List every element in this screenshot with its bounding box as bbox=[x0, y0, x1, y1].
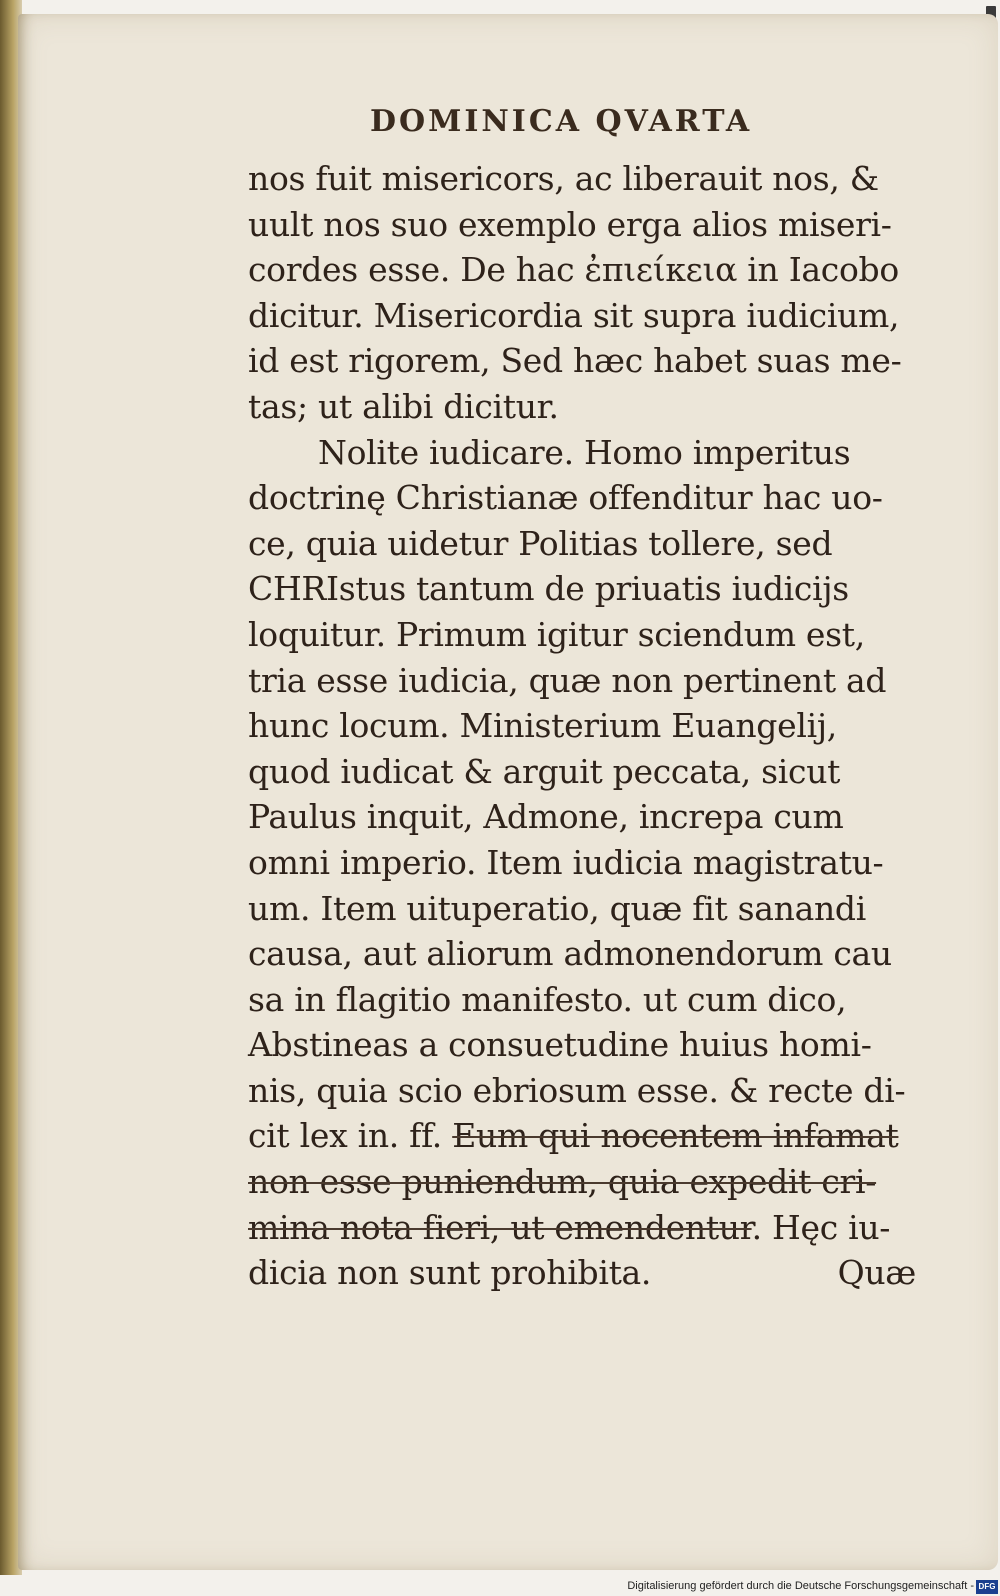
text-line-25-plain: dicia non sunt prohibita. bbox=[248, 1253, 652, 1293]
text-line-21: nis, quia scio ebriosum esse. & recte di- bbox=[248, 1070, 906, 1110]
text-line-17: um. Item uituperatio, quæ fit sanandi bbox=[248, 888, 866, 928]
text-line-7-paragraph-start: Nolite iudicare. Homo imperitus bbox=[318, 432, 851, 472]
text-line-11: loquitur. Primum igitur sciendum est, bbox=[248, 614, 865, 654]
text-line-25 bbox=[248, 1250, 938, 1296]
text-line-24 bbox=[248, 1205, 938, 1251]
text-line-14: quod iudicat & arguit peccata, sicut bbox=[248, 751, 841, 791]
text-line-8: doctrinę Christianæ offenditur hac uo- bbox=[248, 478, 883, 518]
text-line-24-plain: . Hęc iu- bbox=[751, 1207, 891, 1247]
text-line-23 bbox=[248, 1159, 938, 1205]
struck-through-text: Eum qui nocentem infamat bbox=[452, 1116, 899, 1156]
struck-through-text: mina nota fieri, ut emendentur bbox=[248, 1207, 752, 1247]
text-line-9: ce, quia uidetur Politias tollere, sed bbox=[248, 523, 833, 563]
text-line-22 bbox=[248, 1113, 938, 1159]
running-head: DOMINICA QVARTA bbox=[370, 104, 753, 139]
text-line-15: Paulus inquit, Admone, increpa cum bbox=[248, 797, 844, 837]
text-line-3: cordes esse. De hac ἐπιείκεια in Iacobo bbox=[248, 250, 899, 290]
text-line-4: dicitur. Misericordia sit supra iudicium, bbox=[248, 295, 900, 335]
text-line-12: tria esse iudicia, quæ non pertinent ad bbox=[248, 660, 887, 700]
dfg-logo: DFG bbox=[976, 1580, 998, 1594]
text-line-1: nos fuit misericors, ac liberauit nos, & bbox=[248, 159, 879, 198]
catchword: Quæ bbox=[837, 1253, 916, 1293]
text-line-16: omni imperio. Item iudicia magistratu- bbox=[248, 842, 884, 882]
text-line-13: hunc locum. Ministerium Euangelij, bbox=[248, 706, 837, 746]
text-line-6: tas; ut alibi dicitur. bbox=[248, 386, 559, 426]
struck-through-text: non esse puniendum, quia expedit cri- bbox=[248, 1162, 877, 1202]
text-line-10: CHRIstus tantum de priuatis iudicijs bbox=[248, 569, 849, 609]
text-line-5: id est rigorem, Sed hæc habet suas me- bbox=[248, 341, 902, 381]
body-text bbox=[248, 156, 938, 1296]
text-line-18: causa, aut aliorum admonendorum cau bbox=[248, 934, 892, 974]
text-line-22-plain: cit lex in. ff. bbox=[248, 1116, 453, 1156]
digitization-credit: Digitalisierung gefördert durch die Deutsche Forschungsgemeinschaft - bbox=[627, 1580, 974, 1592]
text-line-19: sa in flagitio manifesto. ut cum dico, bbox=[248, 979, 847, 1019]
text-line-2: uult nos suo exemplo erga alios miseri- bbox=[248, 204, 892, 244]
text-line-20: Abstineas a consuetudine huius homi- bbox=[248, 1025, 872, 1065]
